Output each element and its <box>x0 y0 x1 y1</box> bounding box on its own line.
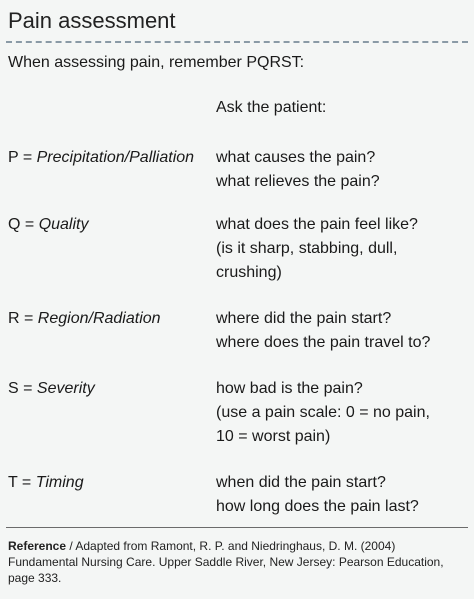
answer-line: how long does the pain last? <box>216 498 419 515</box>
answer-line: what causes the pain? <box>216 149 376 166</box>
term-t <box>8 471 84 495</box>
reference-note <box>8 538 468 586</box>
term-name: Precipitation/Palliation <box>36 149 195 166</box>
term-name: Timing <box>35 474 84 491</box>
answer-line: where does the pain travel to? <box>216 334 431 351</box>
term-s <box>8 377 95 401</box>
answer-line: when did the pain start? <box>216 474 386 491</box>
answer-line: how bad is the pain? <box>216 380 363 397</box>
term-r <box>8 307 161 331</box>
answer-line: what does the pain feel like? <box>216 216 418 233</box>
answers-q <box>216 213 468 285</box>
term-name: Region/Radiation <box>37 310 161 327</box>
ask-header: Ask the patient: <box>216 99 327 116</box>
reference-label: Reference <box>8 539 67 553</box>
answer-line: crushing) <box>216 264 282 281</box>
term-letter: P = <box>8 149 37 166</box>
term-letter: R = <box>8 310 38 327</box>
reference-divider <box>6 527 468 528</box>
answers-t <box>216 471 468 519</box>
answers-s <box>216 377 468 449</box>
term-p <box>8 146 194 170</box>
title-divider <box>6 41 468 43</box>
reference-text: Adapted from Ramont, R. P. and Niedringhaus, D. M. (2004) Fundamental Nursing Care. Upper Saddle River, New Jersey: Pearson Education, page 333. <box>8 539 444 585</box>
term-letter: Q = <box>8 216 39 233</box>
term-letter: T = <box>8 474 36 491</box>
answer-line: (use a pain scale: 0 = no pain, <box>216 404 430 421</box>
answer-line: where did the pain start? <box>216 310 392 327</box>
answers-p <box>216 146 468 194</box>
answer-line: what relieves the pain? <box>216 173 380 190</box>
answers-r <box>216 307 468 355</box>
intro-text: When assessing pain, remember PQRST: <box>8 54 305 71</box>
answer-line: (is it sharp, stabbing, dull, <box>216 240 398 257</box>
reference-separator: / <box>66 539 76 553</box>
term-q <box>8 213 88 237</box>
term-name: Quality <box>38 216 89 233</box>
term-letter: S = <box>8 380 37 397</box>
term-name: Severity <box>36 380 95 397</box>
answer-line: 10 = worst pain) <box>216 428 331 445</box>
page-title: Pain assessment <box>8 8 176 33</box>
